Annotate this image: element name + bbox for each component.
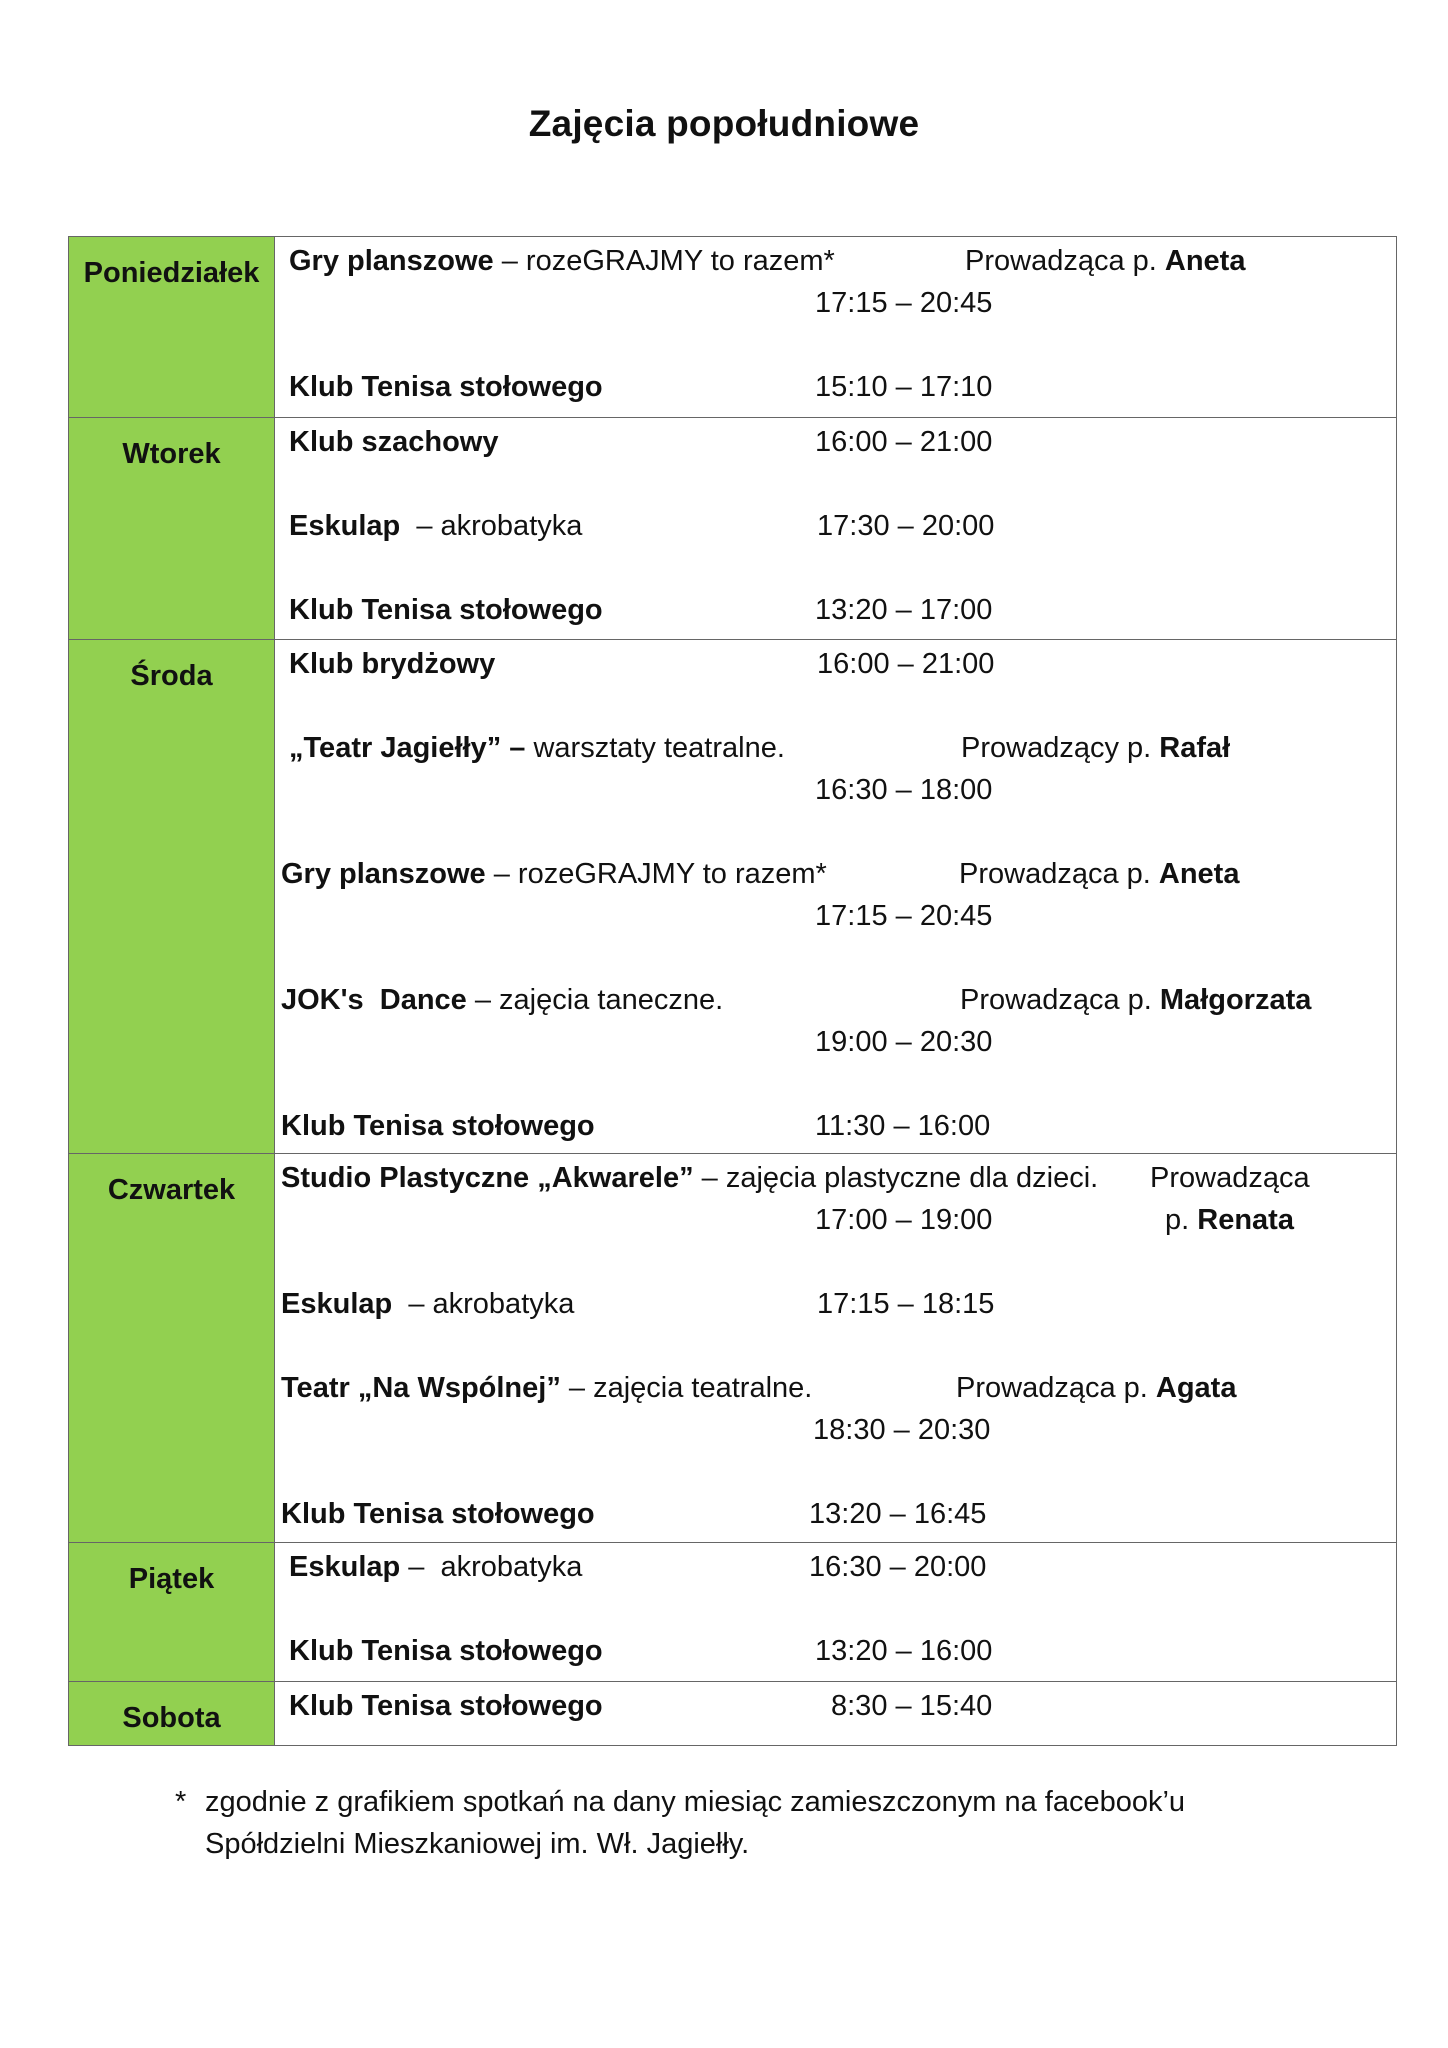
activity-name: Klub szachowy: [289, 426, 499, 458]
activity-name: Klub Tenisa stołowego: [289, 1635, 603, 1667]
activity-name: Teatr „Na Wspólnej”: [281, 1372, 561, 1404]
day-label: Wtorek: [122, 438, 221, 470]
activities-cell-friday: [275, 1543, 1397, 1682]
instructor-name: Małgorzata: [1159, 984, 1312, 1016]
activity-name: Studio Plastyczne „Akwarele”: [281, 1162, 694, 1194]
activity-time: 11:30 – 16:00: [815, 1110, 991, 1142]
activity-item: [275, 1682, 1396, 1724]
activity-time: 13:20 – 16:45: [809, 1498, 987, 1530]
day-row-wednesday: [69, 640, 1397, 1154]
activity-item: [275, 586, 1396, 628]
activity-time: 19:00 – 20:30: [815, 1026, 993, 1058]
footnote: [175, 1781, 1325, 1865]
activity-time: 16:30 – 20:00: [809, 1551, 987, 1583]
activity-item: [275, 363, 1396, 405]
activity-time: 17:30 – 20:00: [817, 510, 995, 542]
activity-item: [275, 1102, 1396, 1144]
activity-name: Klub Tenisa stołowego: [281, 1498, 595, 1530]
activity-desc: – akrobatyka: [392, 1288, 575, 1320]
activity-desc: – zajęcia teatralne.: [560, 1372, 813, 1404]
activities-cell-tuesday: [275, 418, 1397, 640]
activity-name: Eskulap: [289, 510, 401, 542]
activity-name: Klub brydżowy: [289, 648, 496, 680]
activity-name: JOK's Dance: [281, 984, 467, 1016]
activities-cell-saturday: [275, 1682, 1397, 1746]
instructor-prefix: Prowadząca p.: [965, 245, 1165, 277]
activity-item: [275, 976, 1396, 1060]
instructor-prefix: Prowadząca: [1150, 1162, 1310, 1194]
activity-desc: – akrobatyka: [400, 510, 583, 542]
activity-desc: – zajęcia plastyczne dla dzieci.: [693, 1162, 1099, 1194]
activity-item: [275, 502, 1396, 544]
instructor-prefix: Prowadząca p.: [956, 1372, 1156, 1404]
activity-desc: – rozeGRAJMY to razem*: [493, 245, 835, 277]
activity-time: 18:30 – 20:30: [813, 1414, 991, 1446]
activity-name: Gry planszowe: [281, 858, 486, 890]
activity-name: Klub Tenisa stołowego: [281, 1110, 595, 1142]
activity-time: 17:00 – 19:00: [815, 1204, 993, 1236]
day-row-saturday: [69, 1682, 1397, 1746]
day-label: Piątek: [128, 1563, 215, 1595]
instructor-name: Aneta: [1158, 858, 1240, 890]
day-cell-friday: [69, 1543, 275, 1682]
day-cell-saturday: [69, 1682, 275, 1746]
activity-item: [275, 1364, 1396, 1448]
activity-desc: – rozeGRAJMY to razem*: [485, 858, 827, 890]
activity-name: Klub Tenisa stołowego: [289, 594, 603, 626]
instructor-name: Aneta: [1164, 245, 1246, 277]
footnote-text: zgodnie z grafikiem spotkań na dany miesiąc zamieszczonym na facebook’u Spółdzielni Mieszkaniowej im. Wł. Jagiełły.: [205, 1786, 1186, 1860]
instructor-name: Renata: [1197, 1204, 1294, 1236]
day-label: Sobota: [122, 1702, 221, 1734]
activity-name: Klub Tenisa stołowego: [289, 371, 603, 403]
activity-item: [275, 850, 1396, 934]
activity-desc: – zajęcia taneczne.: [466, 984, 724, 1016]
activity-name: Klub Tenisa stołowego: [289, 1690, 603, 1722]
instructor-prefix: Prowadzący p.: [961, 732, 1160, 764]
activity-item: [275, 1280, 1396, 1322]
day-label: Czwartek: [107, 1174, 236, 1206]
instructor-prefix: Prowadząca p.: [959, 858, 1159, 890]
day-row-thursday: [69, 1154, 1397, 1543]
activity-time: 16:30 – 18:00: [815, 774, 993, 806]
activity-name: Eskulap: [281, 1288, 393, 1320]
activity-item: [275, 1543, 1396, 1585]
activity-time: 8:30 – 15:40: [831, 1690, 993, 1722]
day-cell-tuesday: [69, 418, 275, 640]
activity-time: 16:00 – 21:00: [817, 648, 995, 680]
instructor-name: Rafał: [1159, 732, 1231, 764]
schedule-table: [68, 236, 1397, 1746]
day-label: Poniedziałek: [83, 257, 260, 289]
activities-cell-wednesday: [275, 640, 1397, 1154]
activity-time: 15:10 – 17:10: [815, 371, 993, 403]
day-cell-thursday: [69, 1154, 275, 1543]
instructor-prefix: p.: [1165, 1204, 1198, 1236]
activity-time: 13:20 – 16:00: [815, 1635, 993, 1667]
footnote-marker: *: [175, 1786, 187, 1818]
day-cell-wednesday: [69, 640, 275, 1154]
day-row-friday: [69, 1543, 1397, 1682]
activity-item: [275, 1154, 1396, 1238]
activity-item: [275, 1490, 1396, 1532]
activity-item: [275, 1627, 1396, 1669]
day-row-monday: [69, 237, 1397, 418]
activity-name: „Teatr Jagiełły” –: [289, 732, 526, 764]
activity-time: 17:15 – 20:45: [815, 900, 993, 932]
page-title: Zajęcia popołudniowe: [528, 103, 920, 144]
day-cell-monday: [69, 237, 275, 418]
activity-time: 17:15 – 18:15: [817, 1288, 995, 1320]
activity-desc: – akrobatyka: [400, 1551, 583, 1583]
instructor-name: Agata: [1155, 1372, 1237, 1404]
activity-name: Gry planszowe: [289, 245, 494, 277]
activities-cell-monday: [275, 237, 1397, 418]
activity-time: 16:00 – 21:00: [815, 426, 993, 458]
activity-desc: warsztaty teatralne.: [525, 732, 785, 764]
day-label: Środa: [130, 660, 213, 692]
activity-item: [275, 418, 1396, 460]
activity-item: [275, 724, 1396, 808]
instructor-prefix: Prowadząca p.: [960, 984, 1160, 1016]
day-row-tuesday: [69, 418, 1397, 640]
activity-time: 13:20 – 17:00: [815, 594, 993, 626]
activities-cell-thursday: [275, 1154, 1397, 1543]
activity-item: [275, 237, 1396, 321]
activity-time: 17:15 – 20:45: [815, 287, 993, 319]
activity-name: Eskulap: [289, 1551, 401, 1583]
activity-item: [275, 640, 1396, 682]
